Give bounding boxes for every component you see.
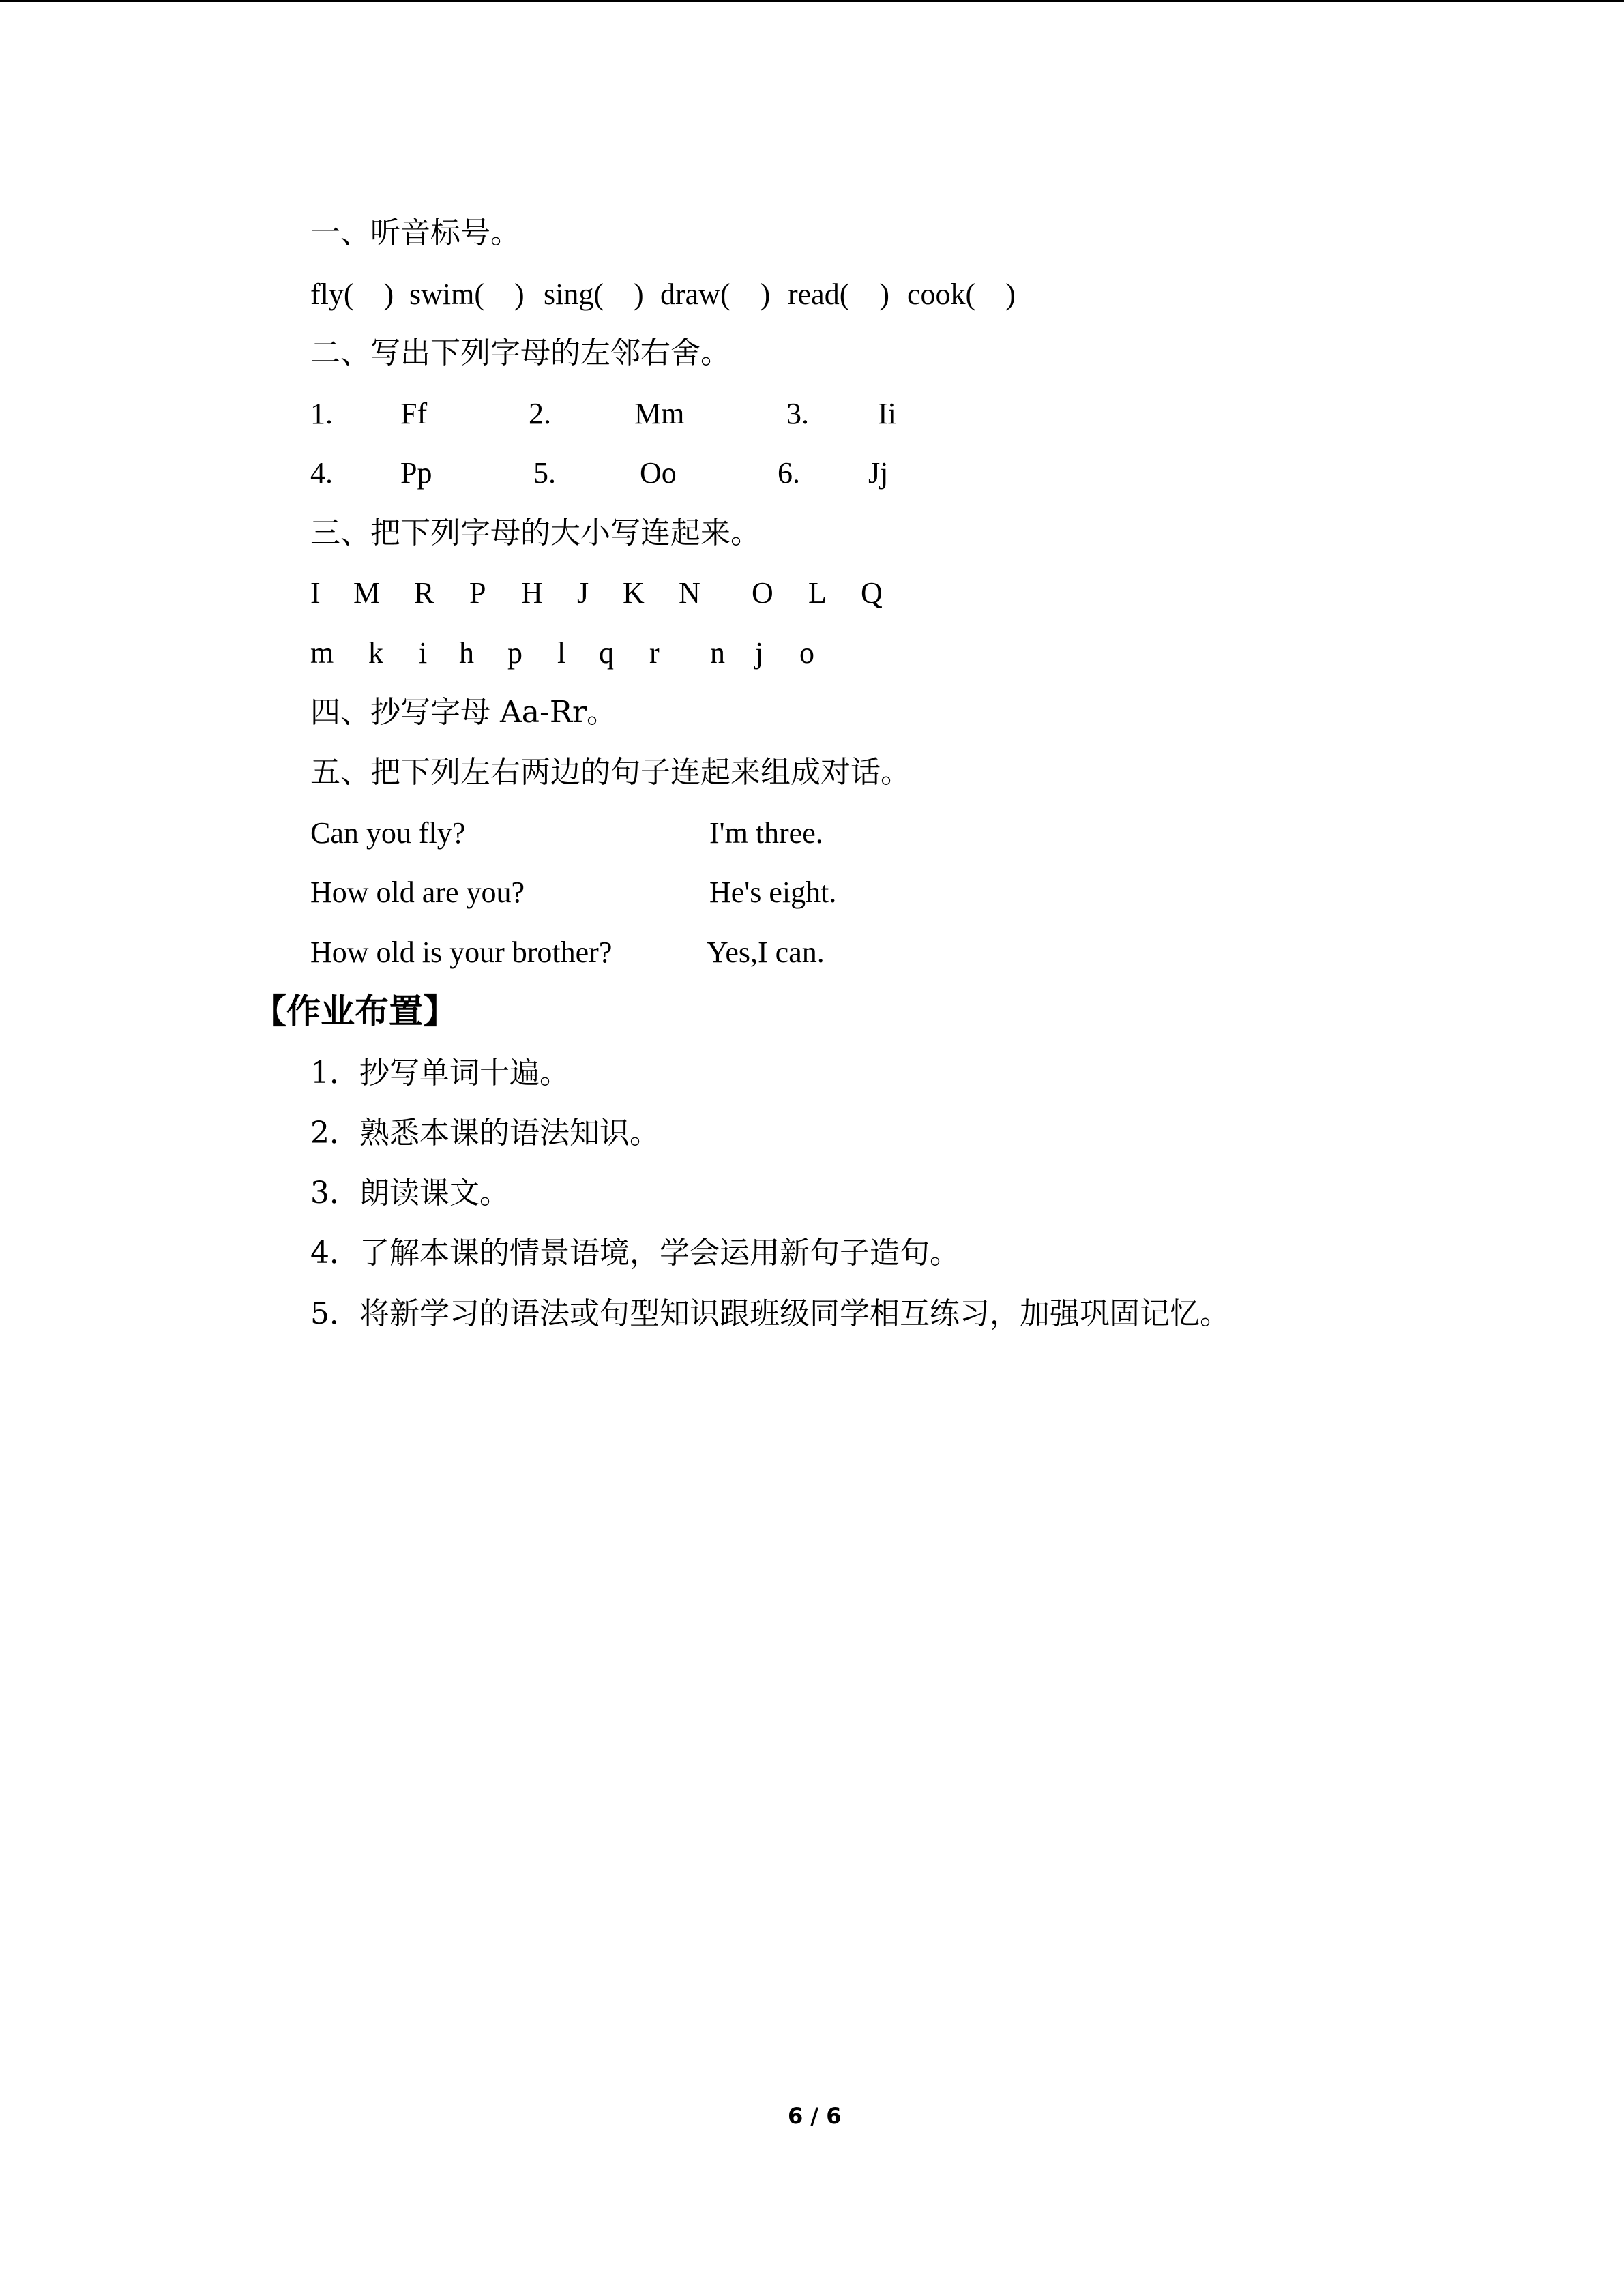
lowercase-letter: p [507,636,522,670]
letter-pair: Ii [878,397,896,430]
dialogue-answer: Yes,I can. [707,936,825,969]
top-border [0,0,1624,2]
dialogue-answer: He's eight. [709,876,837,909]
uppercase-letter: N [679,576,700,610]
uppercase-letter: K [623,576,645,610]
uppercase-letter: R [414,576,434,610]
word-fly: fly( ) [310,278,394,311]
homework-item: 2．熟悉本课的语法知识。 [310,1116,660,1150]
letter-pair: Jj [868,456,889,490]
letter-pair: Oo [640,456,677,490]
word-draw: draw( ) [660,278,771,311]
dialogue-question: Can you fly? [310,816,466,850]
uppercase-letter: I [310,576,321,610]
lowercase-letter: i [419,636,428,670]
word-read: read( ) [788,278,890,311]
item-number: 3. [786,397,809,430]
section-2-title: 二、写出下列字母的左邻右舍。 [310,336,730,370]
word-sing: sing( ) [544,278,644,311]
lowercase-letter: h [459,636,474,670]
uppercase-letter: Q [861,576,883,610]
letter-pair: Mm [634,397,685,430]
uppercase-letter: O [752,576,773,610]
dialogue-answer: I'm three. [709,816,823,850]
letter-pair: Pp [400,456,432,490]
section-1-title: 一、听音标号。 [310,215,520,250]
dialogue-question: How old is your brother? [310,936,612,969]
homework-item: 5．将新学习的语法或句型知识跟班级同学相互练习，加强巩固记忆。 [310,1296,1230,1331]
lowercase-letter: r [649,636,660,670]
uppercase-letter: M [353,576,381,610]
dialogue-question: How old are you? [310,876,525,909]
section-4-title: 四、抄写字母 Aa-Rr。 [310,695,617,730]
item-number: 4. [310,456,333,490]
uppercase-letter: H [521,576,543,610]
item-number: 2. [529,397,551,430]
item-number: 6. [778,456,800,490]
page-number: 6 / 6 [788,2103,842,2129]
section-5-title: 五、把下列左右两边的句子连起来组成对话。 [310,755,911,790]
lowercase-letter: j [755,636,764,670]
word-cook: cook( ) [907,278,1016,311]
section-3-title: 三、把下列字母的大小写连起来。 [310,516,761,550]
uppercase-letter: L [808,576,827,610]
item-number: 5. [533,456,556,490]
lowercase-letter: n [710,636,725,670]
uppercase-letter: P [469,576,486,610]
homework-item: 3．朗读课文。 [310,1176,510,1210]
lowercase-letter: o [799,636,814,670]
lowercase-letter: m [310,636,334,670]
homework-item: 4．了解本课的情景语境，学会运用新句子造句。 [310,1236,960,1270]
homework-heading: 【作业布置】 [252,992,457,1031]
homework-item: 1．抄写单词十遍。 [310,1056,570,1090]
lowercase-letter: k [368,636,383,670]
uppercase-letter: J [577,576,589,610]
item-number: 1. [310,397,333,430]
letter-pair: Ff [400,397,428,430]
word-swim: swim( ) [409,278,525,311]
lowercase-letter: l [557,636,566,670]
lowercase-letter: q [599,636,614,670]
